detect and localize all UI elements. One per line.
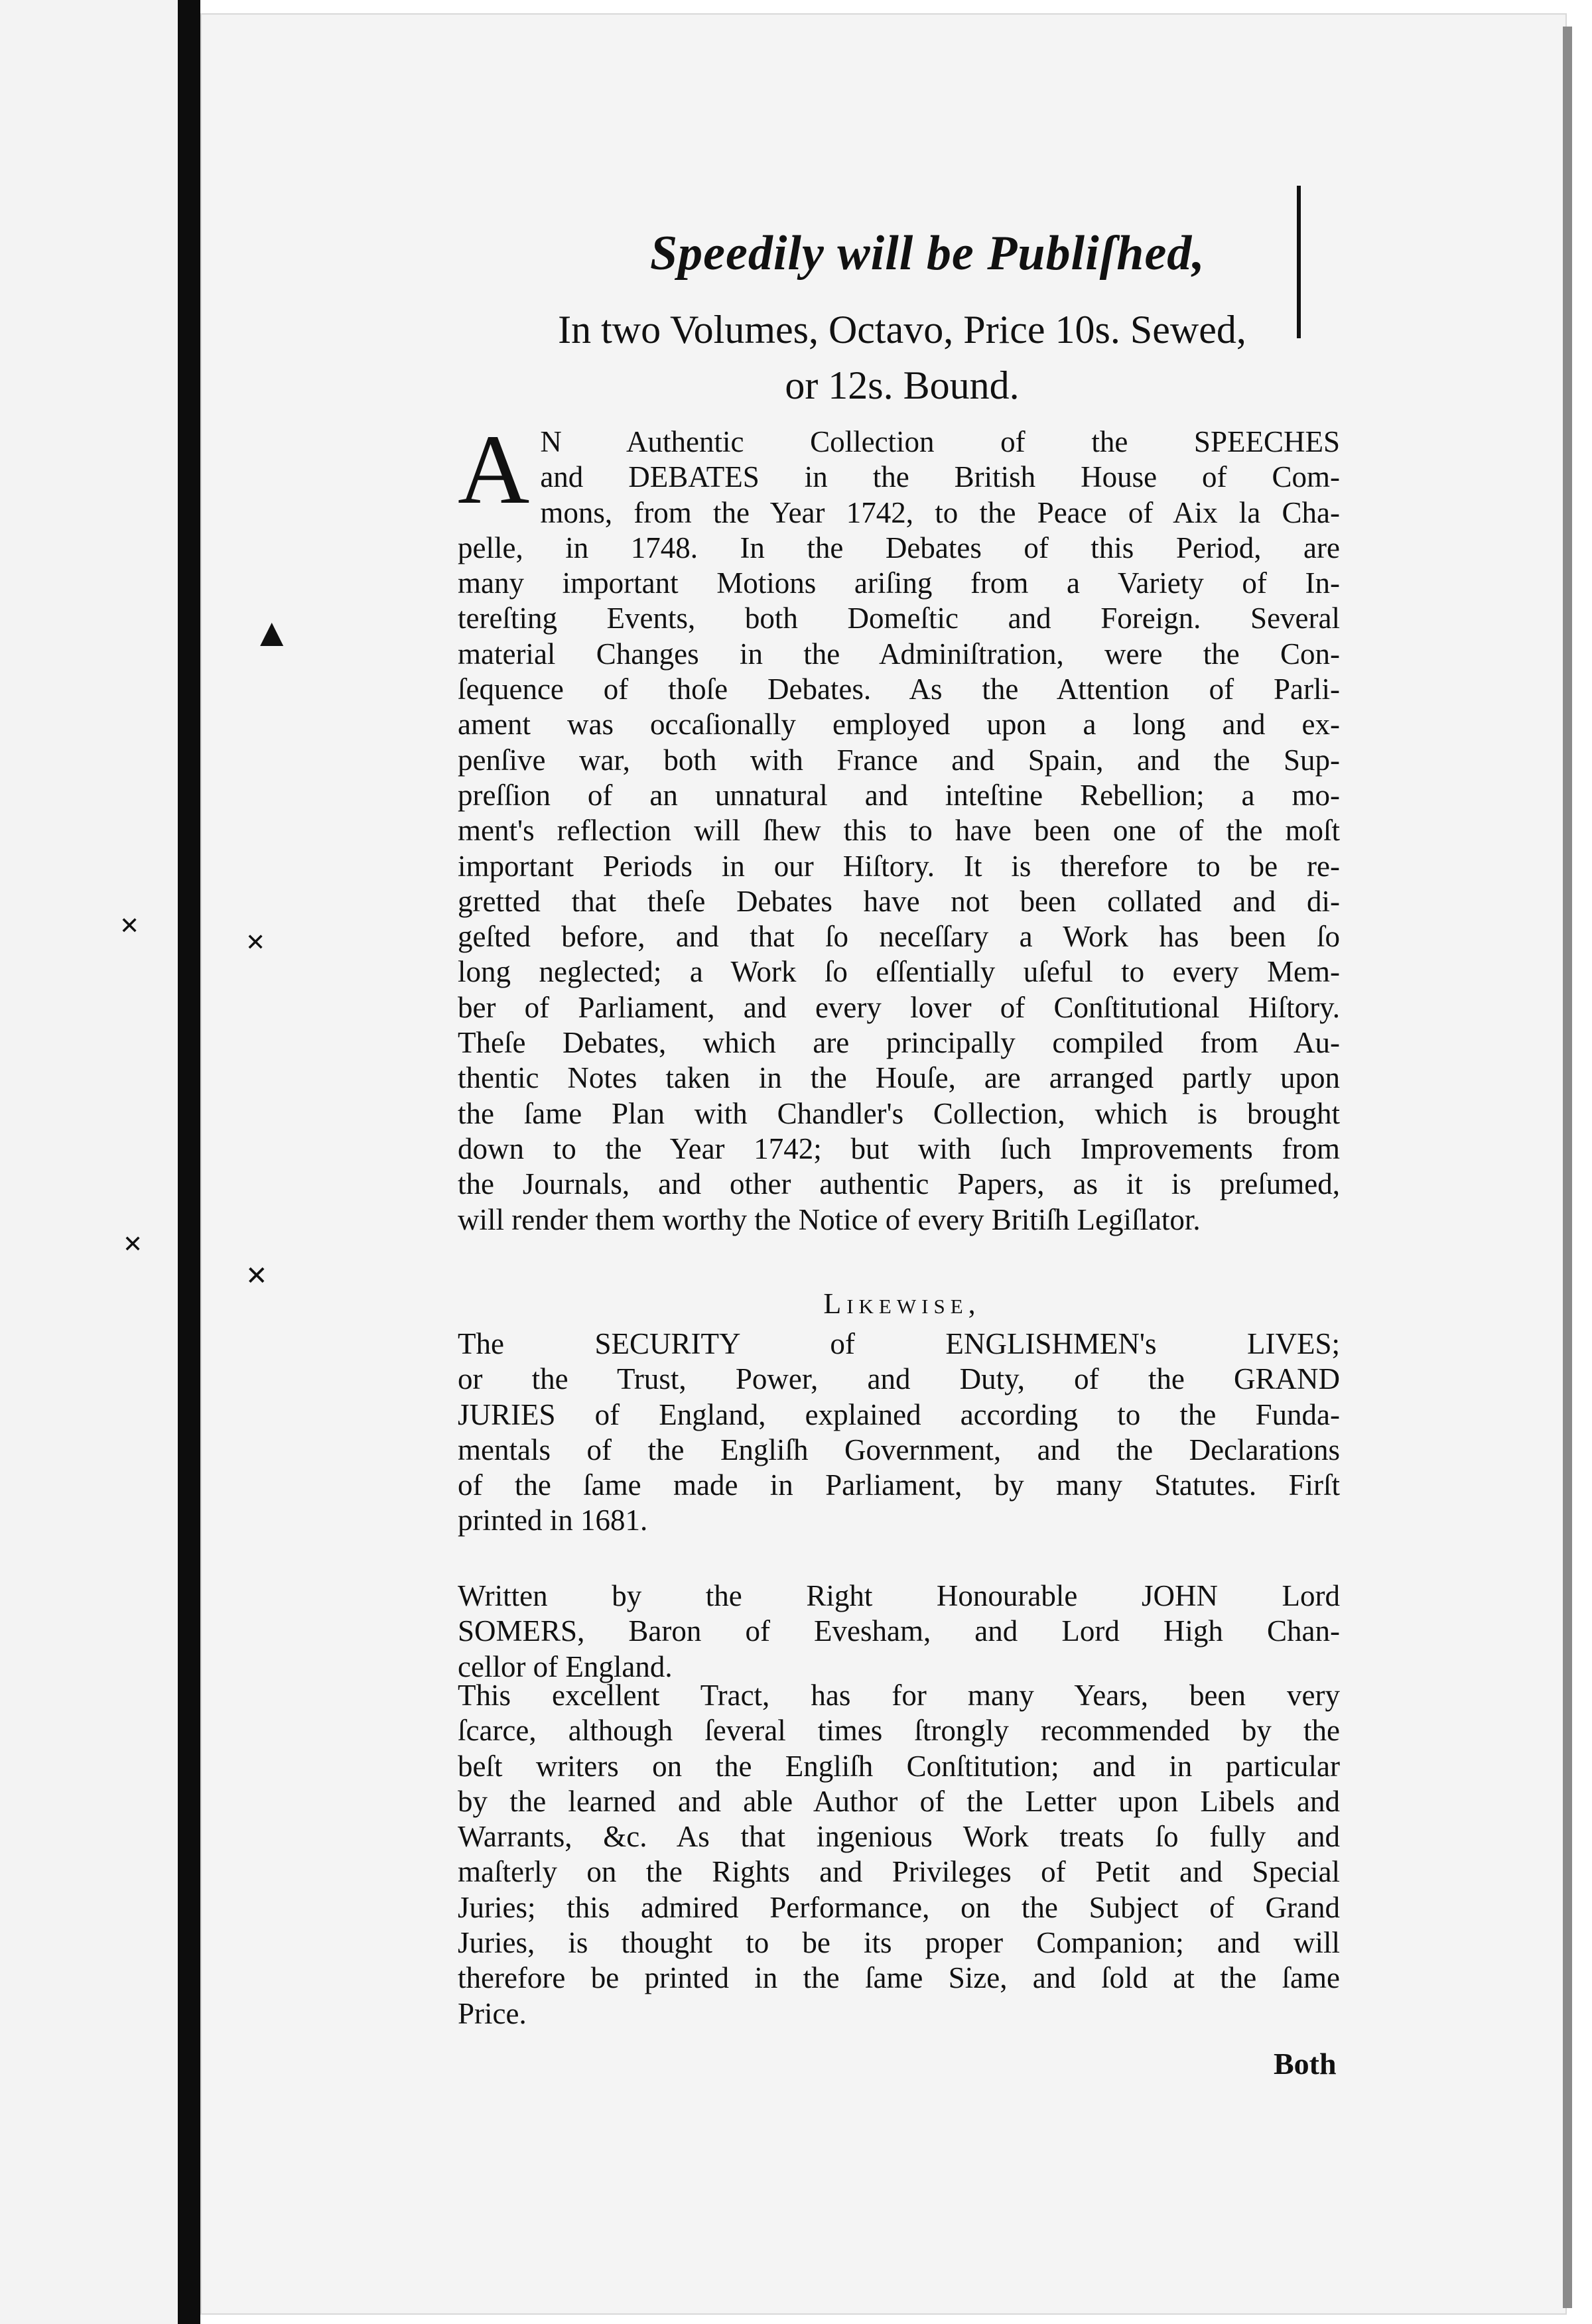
text-line: preſſion of an unnatural and inteſtine Rebellion; a mo- [458,778,1340,812]
text-line: printed in 1681. [458,1504,648,1537]
text-line: ſcarce, although ſeveral times ſtrongly recommended by the [458,1714,1340,1748]
text-line: important Periods in our Hiſtory. It is therefore to be re- [458,849,1340,883]
text-line: by the learned and able Author of the Letter upon Libels and [458,1784,1340,1818]
paragraph-written-by [458,1579,1340,1685]
text-line: ber of Parliament, and every lover of Conſtitutional Hiſtory. [458,990,1340,1024]
ink-mark: ✕ [123,1231,143,1258]
text-line: gretted that theſe Debates have not been collated and di- [458,884,1340,918]
paragraph-security-of-englishmen [458,1326,1340,1539]
drop-cap: A [458,415,530,525]
paragraph-authentic-collection [458,415,1340,1238]
catchword: Both [1274,2047,1337,2081]
heading-volumes-line: In two Volumes, Octavo, Price 10s. Sewed, [558,308,1246,352]
text-line: long neglected; a Work ſo eſſentially uſeful to every Mem- [458,955,1340,989]
text-line: beſt writers on the Engliſh Conſtitution; and in particular [458,1749,1340,1783]
ink-blot: ▲ [252,611,292,655]
text-line: penſive war, both with France and Spain, and the Sup- [458,743,1340,777]
heading-price [458,302,1347,413]
text-line: Warrants, &c. As that ingenious Work treats ſo fully and [458,1820,1340,1854]
text-line: Juries, is thought to be its proper Companion; and will [458,1926,1340,1960]
ink-mark: ✕ [245,1261,268,1291]
text-line: mons, from the Year 1742, to the Peace of Aix la Cha- [540,495,1340,529]
text-line: ſequence of thoſe Debates. As the Attention of Parli- [458,673,1340,706]
section-heading-likewise: Likewise, [823,1287,981,1320]
text-line: down to the Year 1742; but with ſuch Improvements from [458,1131,1340,1165]
text-line: The SECURITY of ENGLISHMEN's LIVES; [458,1327,1340,1360]
text-line: of the ſame made in Parliament, by many Statutes. Firſt [458,1468,1340,1502]
text-line: Juries; this admired Performance, on the Subject of Grand [458,1890,1340,1924]
page-edge [1563,27,1572,2308]
text-line: thentic Notes taken in the Houſe, are arranged partly upon [458,1061,1340,1095]
text-line: This excellent Tract, has for many Years, been very [458,1679,1340,1712]
text-line: ament was occaſionally employed upon a long and ex- [458,708,1340,742]
text-line: maſterly on the Rights and Privileges of Petit and Special [458,1855,1340,1889]
text-line: cellor of England. [458,1649,673,1683]
text-line: Written by the Right Honourable JOHN Lord [458,1579,1340,1612]
heading-speedily-published: Speedily will be Publiſhed, [650,226,1205,281]
text-line: geſted before, and that ſo neceſſary a Work has been ſo [458,920,1340,954]
book-spine-shadow [178,0,200,2324]
ink-mark: ✕ [119,913,140,939]
text-line: JURIES of England, explained according to the Funda- [458,1397,1340,1431]
text-line: and DEBATES in the British House of Com- [540,460,1340,494]
text-line: tereſting Events, both Domeſtic and Foreign. Several [458,602,1340,635]
text-line: many important Motions ariſing from a Variety of In- [458,566,1340,600]
ink-mark: ✕ [245,929,266,956]
text-line: the Journals, and other authentic Papers, as it is preſumed, [458,1167,1340,1201]
text-line: therefore be printed in the ſame Size, and ſold at the ſame [458,1961,1340,1995]
text-line: ment's reflection will ſhew this to have been one of the moſt [458,814,1340,848]
text-line: Theſe Debates, which are principally compiled from Au- [458,1026,1340,1060]
heading-bound-line: or 12s. Bound. [785,363,1020,407]
text-line: the ſame Plan with Chandler's Collection, which is brought [458,1096,1340,1130]
left-margin-area [0,0,199,2324]
text-line: mentals of the Engliſh Government, and the Declarations [458,1433,1340,1466]
paragraph-excellent-tract [458,1678,1340,2032]
text-line: SOMERS, Baron of Evesham, and Lord High Chan- [458,1614,1340,1648]
text-line: or the Trust, Power, and Duty, of the GRAND [458,1362,1340,1396]
text-line: material Changes in the Adminiſtration, were the Con- [458,637,1340,671]
text-line: pelle, in 1748. In the Debates of this Period, are [458,531,1340,564]
text-line: will render them worthy the Notice of every Britiſh Legiſlator. [458,1202,1201,1236]
text-line: Price. [458,1996,527,2030]
text-line: N Authentic Collection of the SPEECHES [540,425,1340,458]
